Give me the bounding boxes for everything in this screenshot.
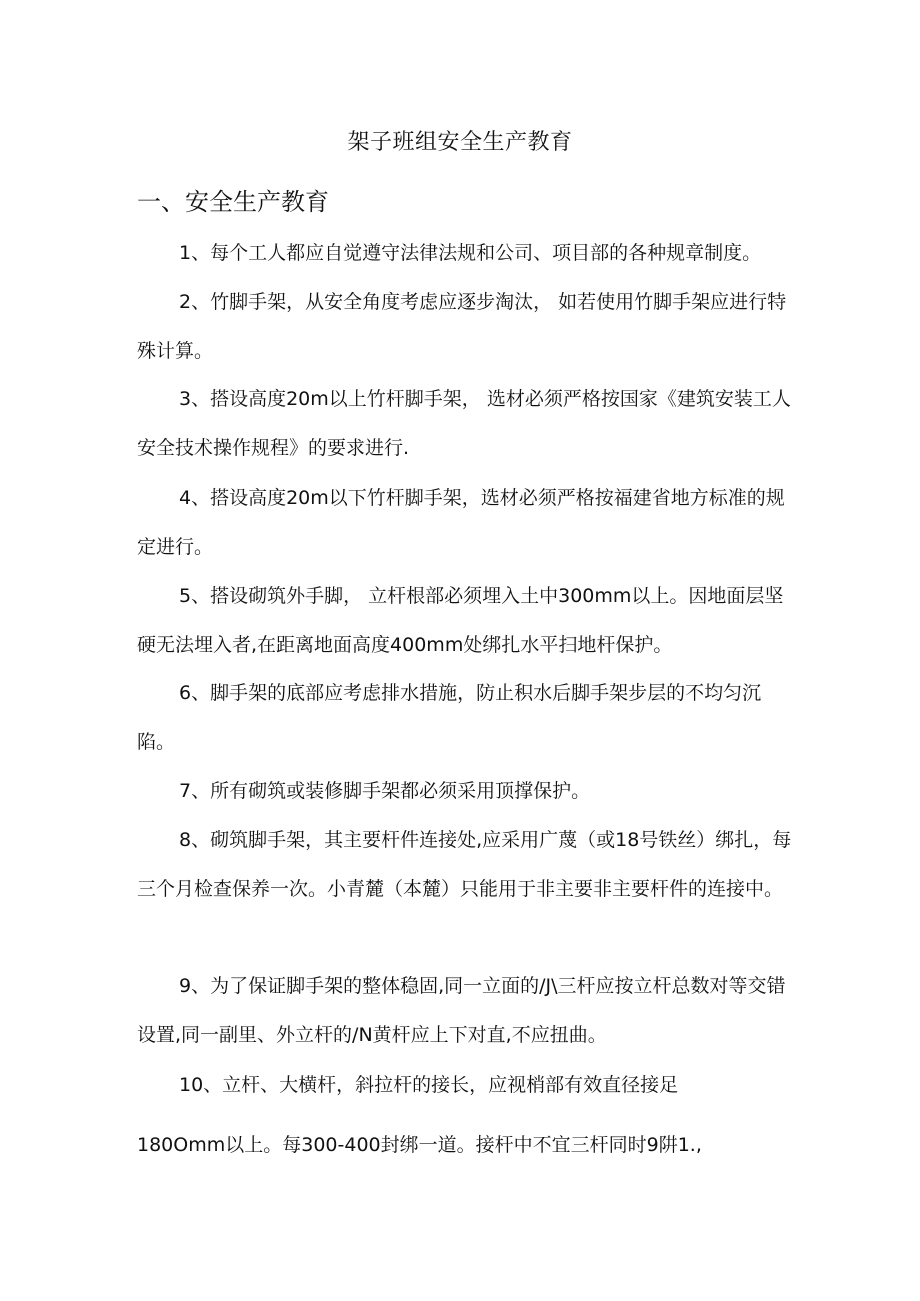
paragraph-item-10-continued: 180Omm以上。每300-400封绑一道。接杆中不宜三杆同时9阱1., (137, 1134, 702, 1156)
paragraph-item-2: 2、竹脚手架，从安全角度考虑应逐步淘汰， 如若使用竹脚手架应进行特殊计算。 (137, 291, 787, 362)
document-title: 架子班组安全生产教育 (347, 130, 573, 155)
paragraph-item-5: 5、搭设砌筑外手脚， 立杆根部必须埋入土中300mm以上。因地面层坚硬无法埋入者,在距离地面高度400mm处绑扎水平扫地杆保护。 (137, 585, 784, 656)
section-heading: 一、安全生产教育 (137, 188, 329, 216)
paragraph-item-10: 10、立杆、大横杆，斜拉杆的接长，应视梢部有效直径接足 (179, 1074, 679, 1096)
paragraph-item-4: 4、搭设高度20m以下竹杆脚手架，选材必须严格按福建省地方标准的规定进行。 (137, 487, 785, 558)
paragraph-item-1: 1、每个工人都应自觉遵守法律法规和公司、项目部的各种规章制度。 (179, 242, 762, 264)
paragraph-item-3: 3、搭设高度20m以上竹杆脚手架， 选材必须严格按国家《建筑安装工人安全技术操作规程》的要求进行. (137, 388, 791, 459)
paragraph-item-8: 8、砌筑脚手架，其主要杆件连接处,应采用广蔑（或18号铁丝）绑扎，每三个月检查保养一次。小青麓（本麓）只能用于非主要非主要杆件的连接中。 (137, 829, 792, 900)
paragraph-item-7: 7、所有砌筑或装修脚手架都必须采用顶撑保护。 (179, 780, 591, 802)
paragraph-item-9: 9、为了保证脚手架的整体稳固,同一立面的/J\三杆应按立杆总数对等交错设置,同一副里、外立杆的/N黄杆应上下对直,不应扭曲。 (137, 975, 786, 1046)
paragraph-item-6: 6、脚手架的底部应考虑排水措施，防止积水后脚手架步层的不均匀沉陷。 (137, 682, 762, 753)
